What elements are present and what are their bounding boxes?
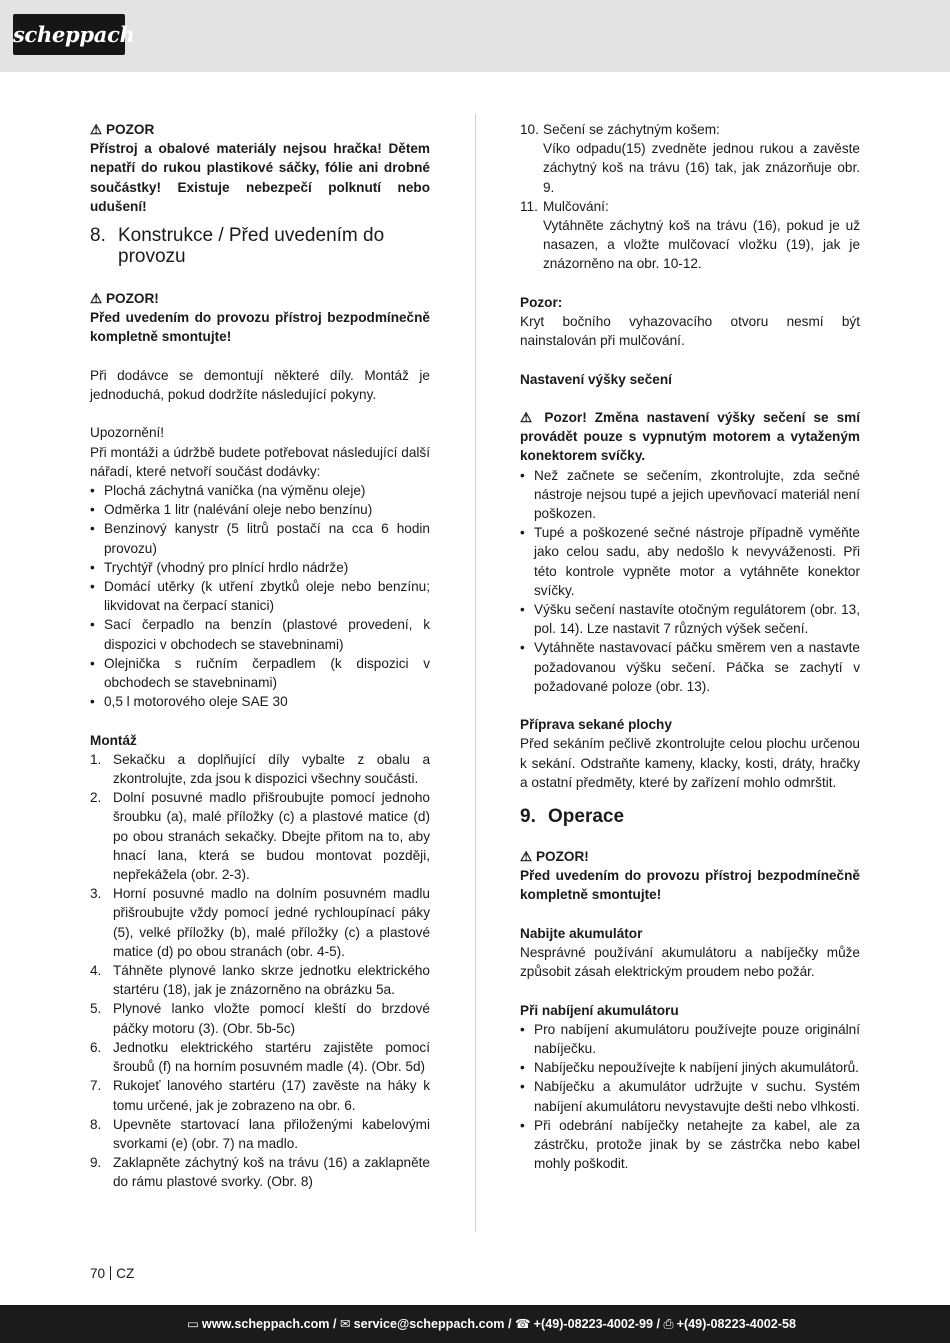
step-text: Vytáhněte záchytný koš na trávu (16), pokud je už nasazen, a vložte mulčovací vložku (19), jak je znázorněno na obr. 10-12. [543, 218, 860, 272]
list-item: • Pro nabíjení akumulátoru používejte pouze originální nabíječku. [520, 1020, 860, 1058]
step-number: 8. [90, 1116, 102, 1132]
warning-text: Před uvedením do provozu přístroj bezpodmínečně kompletně smontujte! [520, 868, 860, 903]
list-item [90, 1115, 430, 1153]
list-item: • Tupé a poškozené sečné nástroje případně vyměňte jako celou sadu, aby nedošlo k nevyváženosti. Při této kontrole vypněte motor a vytáhněte konektor svíčky. [520, 523, 860, 600]
right-column [520, 120, 860, 1173]
list-item: • 0,5 l motorového oleje SAE 30 [90, 692, 430, 711]
section-heading [90, 225, 430, 267]
section-number: 8. [90, 225, 106, 247]
list-item: • Sací čerpadlo na benzín (plastové provedení, k dispozici v obchodech se stavebninami) [90, 615, 430, 653]
list-item: • Benzinový kanystr (5 litrů postačí na cca 6 hodin provozu) [90, 519, 430, 557]
list-item [520, 197, 860, 274]
step-text: Horní posuvné madlo na dolním posuvném madlu přišroubujte vždy pomocí jedné rychloupínací páky (5), velké příložky (b), malé příložky (c) a plastové matice (d) po obou stranách (obr. 4-5). [113, 886, 430, 959]
step-number: 5. [90, 1001, 102, 1017]
phone-number: +(49)-08223-4002-99 / [533, 1317, 661, 1331]
assembly-steps [90, 750, 430, 1192]
list-item: • Výšku sečení nastavíte otočným regulátorem (obr. 13, pol. 14). Lze nastavit 7 různých výšek sečení. [520, 600, 860, 638]
subsection-title: Nabijte akumulátor [520, 925, 643, 941]
step-text: Sekačku a doplňující díly vybalte z obalu a zkontrolujte, zda jsou k dispozici všechny součásti. [113, 751, 430, 787]
step-number: 7. [90, 1078, 102, 1094]
step-title: Sečení se záchytným košem: [543, 122, 720, 137]
section-title: Konstrukce / Před uvedením do provozu [118, 225, 385, 268]
list-item: • Vytáhněte nastavovací páčku směrem ven a nastavte požadovanou výšku sečení. Páčka se zachytí v požadované poloze (obr. 13). [520, 638, 860, 696]
step-text: Zaklapněte záchytný koš na trávu (16) a zaklapněte do rámu plastové svorky. (Obr. 8) [113, 1155, 430, 1190]
step-number: 2. [90, 790, 102, 806]
contact-footer [0, 1305, 950, 1343]
list-item: • Plochá záchytná vanička (na výměnu oleje) [90, 481, 430, 500]
step-text: Táhněte plynové lanko skrze jednotku elektrického startéru (18), jak je znázorněno na obrázku 5a. [113, 963, 430, 998]
step-number: 3. [90, 886, 102, 902]
section-title: Operace [548, 806, 625, 828]
step-text: Rukojeť lanového startéru (17) zavěste na háky k tomu určené, jak je zobrazeno na obr. 6. [113, 1078, 430, 1113]
list-item [520, 120, 860, 197]
left-column [90, 120, 430, 1192]
list-item: • Odměrka 1 litr (nalévání oleje nebo benzínu) [90, 500, 430, 519]
warning-title: ⚠ POZOR! [90, 291, 159, 307]
charging-list [520, 1020, 860, 1174]
warning-text: ⚠ Pozor! Změna nastavení výšky sečení se smí provádět pouze s vypnutým motorem a vytaženým konektorem svíčky. [520, 410, 860, 464]
pozor-title: Pozor: [520, 294, 563, 310]
list-item: • Domácí utěrky (k utření zbytků oleje nebo benzínu; likvidovat na čerpací stanici) [90, 577, 430, 615]
step-text: Víko odpadu(15) zvedněte jednou rukou a zavěste záchytný koš na trávu (16) tak, jak znázorňuje obr. 9. [543, 141, 860, 195]
fax-icon: ⎙ [663, 1317, 674, 1331]
email-link[interactable]: service@scheppach.com / [353, 1317, 512, 1331]
list-item [90, 884, 430, 961]
warning-text: Před uvedením do provozu přístroj bezpodmínečně kompletně smontujte! [90, 310, 430, 345]
list-item: • Nabíječku a akumulátor udržujte v suchu. Systém nabíjení akumulátoru nevystavujte dešti nebo vlhkosti. [520, 1077, 860, 1115]
step-text: Plynové lanko vložte pomocí kleští do brzdové páčky motoru (3). (Obr. 5b-5c) [113, 1001, 430, 1036]
list-item [90, 1038, 430, 1076]
list-item: • Než začnete se sečením, zkontrolujte, zda sečné nástroje nejsou tupé a jejich upevňovací materiál není poškozen. [520, 466, 860, 524]
list-item [90, 1153, 430, 1191]
step-number: 4. [90, 963, 102, 979]
list-item [90, 961, 430, 999]
page-separator [110, 1266, 111, 1280]
step-number: 6. [90, 1039, 102, 1055]
fax-number: +(49)-08223-4002-58 [676, 1317, 796, 1331]
subsection-title: Příprava sekané plochy [520, 717, 672, 733]
step-number: 11. [520, 198, 538, 214]
assembly-steps-continued [520, 120, 860, 274]
computer-icon: ▭ [187, 1317, 199, 1331]
section-number: 9. [520, 806, 536, 828]
page-num: 70 [90, 1266, 106, 1281]
prep-text: Před sekáním pečlivě zkontrolujte celou plochu určenou k sekání. Odstraňte kameny, klacky, kosti, dráty, hračky a ostatní předměty, které by zařízení mohlo odmrštit. [520, 736, 860, 790]
height-list [520, 466, 860, 696]
scheppach-logo: scheppach [13, 14, 125, 55]
page-header [0, 0, 950, 72]
list-item: • Nabíječku nepoužívejte k nabíjení jiných akumulátorů. [520, 1058, 860, 1077]
page-number [90, 1264, 134, 1283]
step-text: Upevněte startovací lana přiloženými kabelovými svorkami (e) (obr. 7) na madlo. [113, 1116, 430, 1151]
intro-paragraph: Při dodávce se demontují některé díly. Montáž je jednoduchá, pokud dodržíte následující pokyny. [90, 367, 430, 403]
warning-title: ⚠ POZOR [90, 122, 155, 137]
column-divider [475, 114, 476, 1232]
section-heading [520, 806, 860, 827]
list-item [90, 999, 430, 1037]
notice-title: Upozornění! [90, 425, 165, 441]
list-item: • Trychtýř (vhodný pro plnící hrdlo nádrže) [90, 558, 430, 577]
step-text: Dolní posuvné madlo přišroubujte pomocí jednoho šroubku (a), malé příložky (c) a plastové matice (d) po obou stranách sekačky. Dbejte přitom na to, aby hnací lana, která se budou montovat později, nepřekážela (obr. 2-3). [113, 790, 430, 883]
step-title: Mulčování: [543, 198, 609, 214]
step-number: 10. [520, 122, 539, 137]
website-link[interactable]: www.scheppach.com / [201, 1317, 337, 1331]
warning-text: Přístroj a obalové materiály nejsou hračka! Dětem nepatří do rukou plastikové sáčky, fólie ani drobné součástky! Existuje nebezpečí polknutí nebo udušení! [90, 141, 430, 214]
subsection-title: Montáž [90, 732, 137, 748]
language-code: CZ [116, 1266, 135, 1281]
step-text: Jednotku elektrického startéru zajistěte pomocí šroubů (f) na horním posuvném madle (4). (Obr. 5d) [113, 1039, 430, 1075]
subsection-title: Při nabíjení akumulátoru [520, 1002, 679, 1018]
list-item [90, 788, 430, 884]
step-number: 9. [90, 1155, 102, 1171]
charge-text: Nesprávné používání akumulátoru a nabíječky může způsobit zásah elektrickým proudem nebo požár. [520, 945, 860, 980]
list-item [90, 750, 430, 788]
step-number: 1. [90, 751, 102, 767]
subsection-title: Nastavení výšky sečení [520, 371, 672, 387]
list-item [90, 1076, 430, 1114]
phone-icon: ☎ [514, 1317, 531, 1331]
tools-list [90, 481, 430, 711]
pozor-text: Kryt bočního vyhazovacího otvoru nesmí být nainstalován při mulčování. [520, 314, 860, 349]
mail-icon: ✉ [340, 1317, 351, 1331]
notice-text: Při montáži a údržbě budete potřebovat následující další nářadí, které netvoří součást dodávky: [90, 444, 430, 479]
list-item: • Olejnička s ručním čerpadlem (k dispozici v obchodech se stavebninami) [90, 654, 430, 692]
list-item: • Při odebrání nabíječky netahejte za kabel, ale za zástrčku, protože jinak by se zástrčka nebo kabel mohly poškodit. [520, 1116, 860, 1174]
warning-title: ⚠ POZOR! [520, 849, 589, 865]
